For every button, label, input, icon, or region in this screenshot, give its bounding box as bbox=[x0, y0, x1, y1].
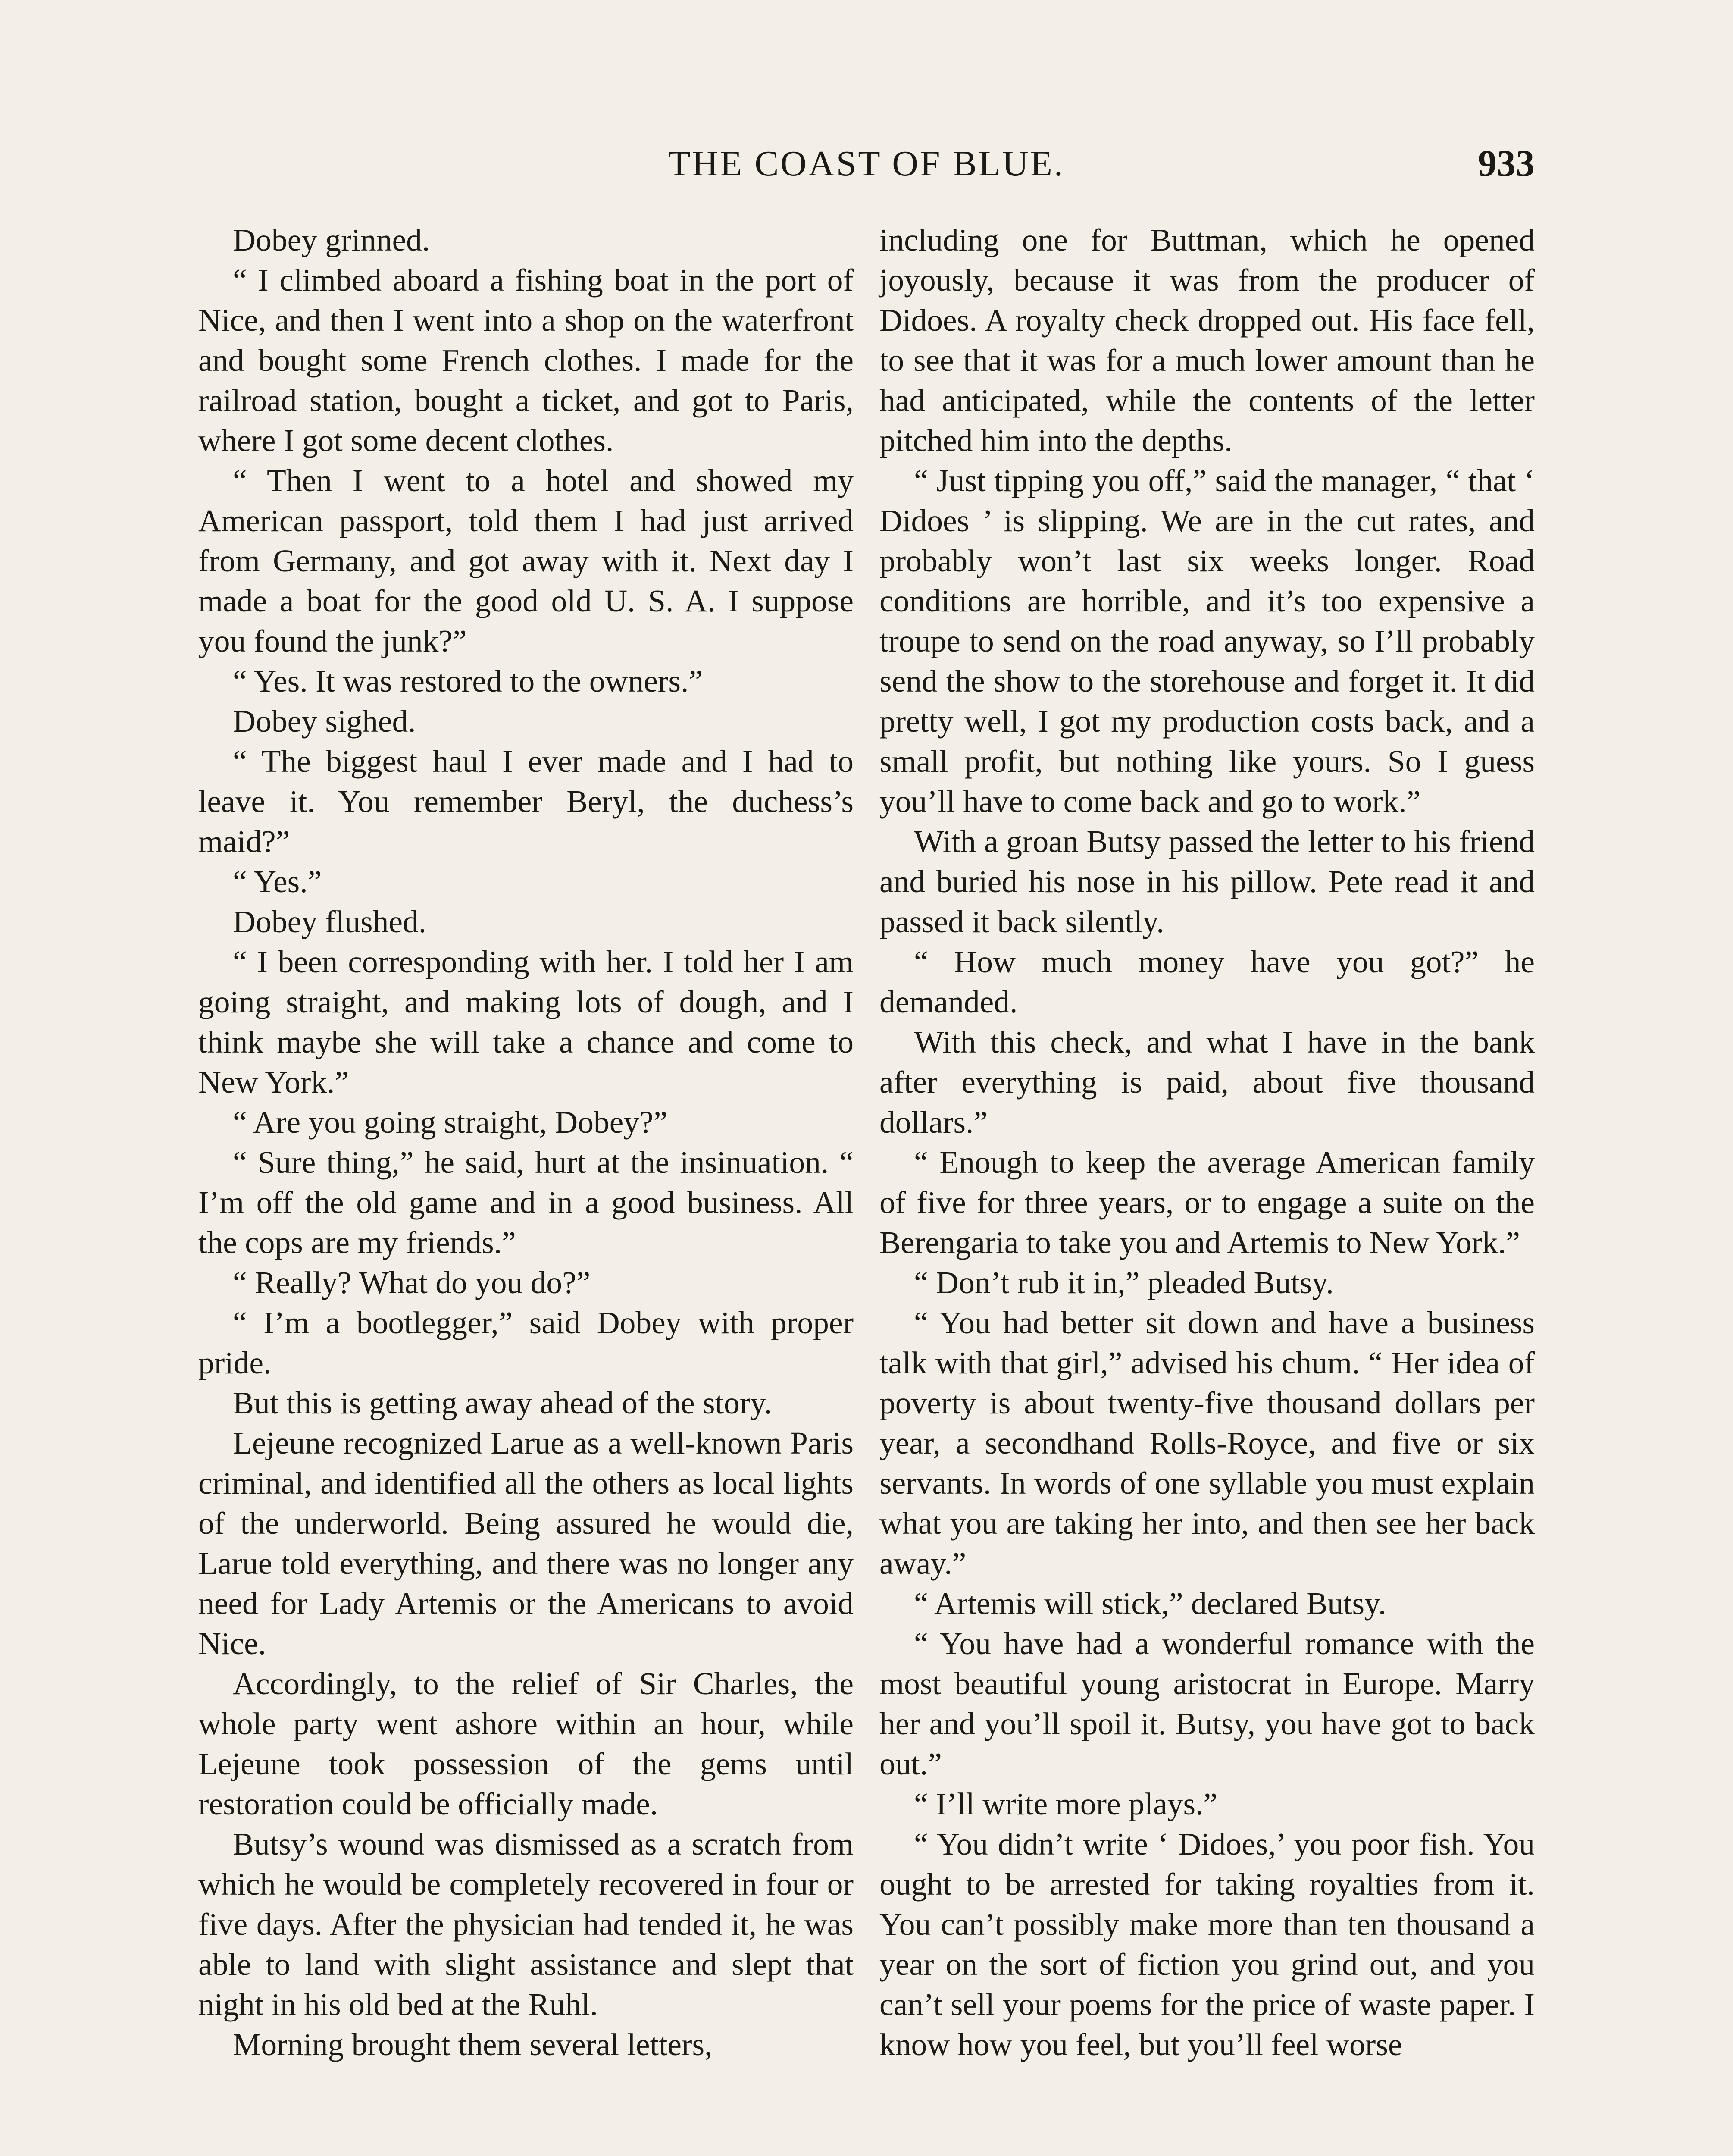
page-number: 933 bbox=[1478, 143, 1535, 185]
paragraph: “ You had better sit down and have a business talk with that girl,” advised his chum. “ Her idea of poverty is about twenty-five thousand dollars per year, a secondhand Rolls-Royce, and five or six servants. In words of one syllable you must explain what you are taking her into, and then see her back away.” bbox=[879, 1305, 1535, 1581]
paragraph: Dobey grinned. bbox=[233, 222, 430, 257]
paragraph: “ I been corresponding with her. I told her I am going straight, and making lots of dough, and I think maybe she will take a chance and come to New York.” bbox=[198, 944, 854, 1100]
paragraph: “ The biggest haul I ever made and I had to leave it. You remember Beryl, the duchess’s maid?” bbox=[198, 744, 854, 859]
page-header bbox=[198, 138, 1535, 190]
paragraph: Lejeune recognized Larue as a well-known Paris criminal, and identified all the others as local lights of the underworld. Being assured he would die, Larue told everything, and there was no longer any need for Lady Artemis or the Americans to avoid Nice. bbox=[198, 1426, 854, 1661]
paragraph: “ You have had a wonderful romance with the most beautiful young aristocrat in Europe. Marry her and you’ll spoil it. Butsy, you have got to back out.” bbox=[879, 1626, 1535, 1781]
paragraph: “ How much money have you got?” he demanded. bbox=[879, 944, 1535, 1019]
paragraph: Accordingly, to the relief of Sir Charles, the whole party went ashore within an hour, while Lejeune took possession of the gems until restoration could be officially made. bbox=[198, 1666, 854, 1821]
paragraph: “ I’ll write more plays.” bbox=[914, 1786, 1218, 1821]
paragraph: Morning brought them several letters, bbox=[233, 2027, 713, 2062]
paragraph: “ I climbed aboard a fishing boat in the port of Nice, and then I went into a shop on the waterfront and bought some French clothes. I made for the railroad station, bought a ticket, and got to Paris, where I got some decent clothes. bbox=[198, 263, 854, 458]
paragraph: “ Sure thing,” he said, hurt at the insinuation. “ I’m off the old game and in a good business. All the cops are my friends.” bbox=[198, 1145, 854, 1260]
paragraph: With this check, and what I have in the bank after everything is paid, about five thousand dollars.” bbox=[879, 1025, 1535, 1140]
right-column bbox=[879, 220, 1535, 2065]
paragraph: “ Just tipping you off,” said the manager, “ that ‘ Didoes ’ is slipping. We are in the cut rates, and probably won’t last six weeks longer. Road conditions are horrible, and it’s too expensive a troupe to send on the road anyway, so I’ll probably send the show to the storehouse and forget it. It did pretty well, I got my production costs back, and a small profit, but nothing like yours. So I guess you’ll have to come back and go to work.” bbox=[879, 463, 1535, 819]
paragraph: “ Don’t rub it in,” pleaded Butsy. bbox=[914, 1265, 1334, 1300]
paragraph: “ Yes. It was restored to the owners.” bbox=[233, 664, 703, 699]
paragraph-continued: including one for Buttman, which he opened joyously, because it was from the producer of Didoes. A royalty check dropped out. His face fell, to see that it was for a much lower amount than he had anticipated, while the contents of the letter pitched him into the depths. bbox=[879, 222, 1535, 458]
paragraph: “ Yes.” bbox=[233, 864, 322, 899]
left-column bbox=[198, 220, 854, 2065]
paragraph: “ I’m a bootlegger,” said Dobey with proper pride. bbox=[198, 1305, 854, 1380]
paragraph: “ Enough to keep the average American family of five for three years, or to engage a suite on the Berengaria to take you and Artemis to New York.” bbox=[879, 1145, 1535, 1260]
running-head: THE COAST OF BLUE. bbox=[668, 144, 1065, 184]
paragraph: Dobey flushed. bbox=[233, 904, 427, 939]
paragraph: Dobey sighed. bbox=[233, 704, 416, 739]
paragraph: Butsy’s wound was dismissed as a scratch from which he would be completely recovered in four or five days. After the physician had tended it, he was able to land with slight assistance and slept that night in his old bed at the Ruhl. bbox=[198, 1827, 854, 2022]
paragraph: “ Artemis will stick,” declared Butsy. bbox=[914, 1586, 1386, 1621]
paragraph: But this is getting away ahead of the story. bbox=[233, 1385, 772, 1420]
paragraph: “ You didn’t write ‘ Didoes,’ you poor fish. You ought to be arrested for taking royalties from it. You can’t possibly make more than ten thousand a year on the sort of fiction you grind out, and you can’t sell your poems for the price of waste paper. I know how you feel, but you’ll feel worse bbox=[879, 1827, 1535, 2062]
paragraph: “ Then I went to a hotel and showed my American passport, told them I had just arrived from Germany, and got away with it. Next day I made a boat for the good old U. S. A. I suppose you found the junk?” bbox=[198, 463, 854, 658]
paragraph: With a groan Butsy passed the letter to his friend and buried his nose in his pillow. Pete read it and passed it back silently. bbox=[879, 824, 1535, 939]
paragraph: “ Really? What do you do?” bbox=[233, 1265, 591, 1300]
paragraph: “ Are you going straight, Dobey?” bbox=[233, 1105, 668, 1140]
